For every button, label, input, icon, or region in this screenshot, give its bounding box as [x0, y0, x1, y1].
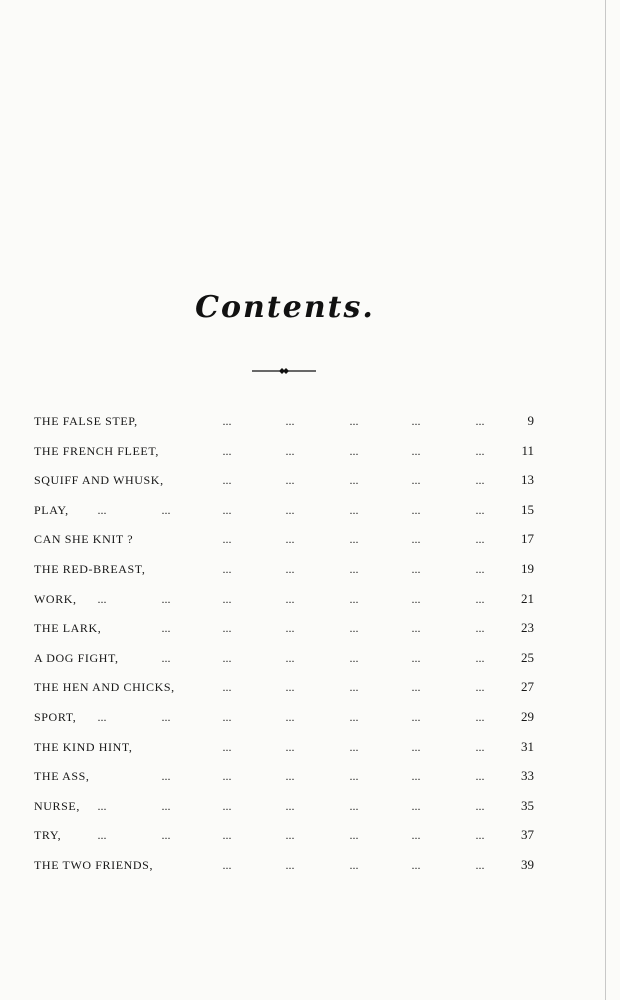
- leader-dots: ...: [97, 709, 107, 724]
- leader-dots: ...: [411, 561, 421, 576]
- leader-dots: ...: [475, 798, 485, 813]
- leader-dots: ...: [475, 502, 485, 517]
- leader-dots: ...: [349, 739, 359, 754]
- toc-entry-page-number: 27: [521, 679, 534, 695]
- leader-dots: ...: [285, 739, 295, 754]
- toc-entry-title: TRY,: [34, 828, 62, 843]
- leader-dots: ...: [475, 561, 485, 576]
- leader-dots: ...: [222, 414, 232, 428]
- leader-dots: ...: [411, 443, 421, 458]
- toc-entry-title: THE KIND HINT,: [34, 739, 133, 754]
- leader-dots: ...: [285, 502, 295, 517]
- leader-dots: ...: [161, 591, 171, 606]
- leader-dots: ...: [475, 473, 485, 488]
- leader-dots: ...: [349, 502, 359, 517]
- toc-entry-title: SQUIFF AND WHUSK,: [34, 473, 164, 488]
- leader-dots: ...: [411, 502, 421, 517]
- toc-entry: [34, 796, 544, 826]
- toc-entry-page-number: 37: [521, 827, 534, 843]
- leader-dots: ...: [285, 621, 295, 636]
- leader-dots: ...: [411, 798, 421, 813]
- leader-dots: ...: [222, 739, 232, 754]
- toc-entry-title: THE FALSE STEP,: [34, 414, 138, 428]
- toc-entry: [34, 529, 544, 559]
- leader-dots: ...: [349, 798, 359, 813]
- table-of-contents: [34, 411, 544, 885]
- toc-entry-page-number: 21: [521, 590, 534, 606]
- leader-dots: ...: [475, 532, 485, 547]
- leader-dots: ...: [222, 443, 232, 458]
- leader-dots: ...: [285, 473, 295, 488]
- leader-dots: ...: [411, 680, 421, 695]
- page-edge-line: [605, 0, 606, 1000]
- leader-dots: ...: [285, 532, 295, 547]
- leader-dots: ...: [411, 473, 421, 488]
- toc-entry-page-number: 25: [521, 649, 534, 665]
- leader-dots: ...: [475, 414, 485, 428]
- leader-dots: ...: [411, 532, 421, 547]
- leader-dots: ...: [97, 828, 107, 843]
- leader-dots: ...: [161, 621, 171, 636]
- leader-dots: ...: [411, 857, 421, 872]
- leader-dots: ...: [475, 769, 485, 784]
- leader-dots: ...: [161, 502, 171, 517]
- leader-dots: ...: [285, 769, 295, 784]
- leader-dots: ...: [222, 709, 232, 724]
- toc-entry-page-number: 31: [521, 738, 534, 754]
- leader-dots: ...: [349, 709, 359, 724]
- toc-entry-title: THE LARK,: [34, 621, 102, 636]
- leader-dots: ...: [161, 709, 171, 724]
- toc-entry: [34, 618, 544, 648]
- leader-dots: ...: [475, 591, 485, 606]
- ornament-rule-icon: [252, 365, 316, 377]
- leader-dots: ...: [161, 798, 171, 813]
- toc-entry-title: THE ASS,: [34, 769, 90, 784]
- leader-dots: ...: [349, 443, 359, 458]
- leader-dots: ...: [349, 591, 359, 606]
- leader-dots: ...: [285, 828, 295, 843]
- toc-entry-page-number: 29: [521, 708, 534, 724]
- toc-entry-title: THE RED-BREAST,: [34, 561, 146, 576]
- leader-dots: ...: [222, 650, 232, 665]
- toc-entry-title: CAN SHE KNIT ?: [34, 532, 134, 547]
- leader-dots: ...: [475, 739, 485, 754]
- leader-dots: ...: [97, 591, 107, 606]
- toc-entry: [34, 766, 544, 796]
- leader-dots: ...: [411, 621, 421, 636]
- leader-dots: ...: [475, 857, 485, 872]
- toc-entry-title: THE FRENCH FLEET,: [34, 443, 159, 458]
- leader-dots: ...: [222, 561, 232, 576]
- leader-dots: ...: [349, 621, 359, 636]
- toc-entry-title: SPORT,: [34, 709, 77, 724]
- toc-entry: [34, 589, 544, 619]
- leader-dots: ...: [475, 621, 485, 636]
- leader-dots: ...: [161, 650, 171, 665]
- toc-entry-title: THE HEN AND CHICKS,: [34, 680, 175, 695]
- leader-dots: ...: [411, 650, 421, 665]
- leader-dots: ...: [475, 443, 485, 458]
- leader-dots: ...: [222, 621, 232, 636]
- leader-dots: ...: [222, 502, 232, 517]
- toc-entry: [34, 855, 544, 885]
- toc-entry: [34, 825, 544, 855]
- leader-dots: ...: [285, 414, 295, 428]
- leader-dots: ...: [222, 828, 232, 843]
- leader-dots: ...: [222, 473, 232, 488]
- leader-dots: ...: [222, 798, 232, 813]
- toc-entry-title: PLAY,: [34, 502, 69, 517]
- toc-entry-page-number: 9: [527, 413, 534, 428]
- leader-dots: ...: [411, 769, 421, 784]
- toc-entry: [34, 677, 544, 707]
- leader-dots: ...: [285, 798, 295, 813]
- leader-dots: ...: [349, 650, 359, 665]
- toc-entry: [34, 648, 544, 678]
- leader-dots: ...: [475, 680, 485, 695]
- toc-entry-page-number: 17: [521, 531, 534, 547]
- leader-dots: ...: [411, 709, 421, 724]
- toc-entry-title: NURSE,: [34, 798, 80, 813]
- leader-dots: ...: [222, 591, 232, 606]
- toc-entry-page-number: 35: [521, 797, 534, 813]
- toc-entry-title: THE TWO FRIENDS,: [34, 857, 154, 872]
- leader-dots: ...: [411, 591, 421, 606]
- toc-entry: [34, 737, 544, 767]
- leader-dots: ...: [97, 502, 107, 517]
- leader-dots: ...: [349, 857, 359, 872]
- leader-dots: ...: [161, 828, 171, 843]
- toc-entry-title: A DOG FIGHT,: [34, 650, 119, 665]
- toc-entry: [34, 470, 544, 500]
- toc-entry-page-number: 23: [521, 620, 534, 636]
- toc-entry: [34, 441, 544, 471]
- leader-dots: ...: [285, 709, 295, 724]
- toc-entry-title: WORK,: [34, 591, 77, 606]
- leader-dots: ...: [222, 857, 232, 872]
- leader-dots: ...: [349, 561, 359, 576]
- leader-dots: ...: [475, 650, 485, 665]
- leader-dots: ...: [285, 857, 295, 872]
- leader-dots: ...: [411, 739, 421, 754]
- leader-dots: ...: [349, 828, 359, 843]
- leader-dots: ...: [285, 680, 295, 695]
- leader-dots: ...: [349, 473, 359, 488]
- contents-heading: Contents.: [195, 290, 375, 325]
- leader-dots: ...: [349, 414, 359, 428]
- leader-dots: ...: [285, 650, 295, 665]
- toc-entry-page-number: 33: [521, 768, 534, 784]
- leader-dots: ...: [349, 680, 359, 695]
- leader-dots: ...: [222, 532, 232, 547]
- leader-dots: ...: [411, 828, 421, 843]
- leader-dots: ...: [475, 828, 485, 843]
- toc-entry: [34, 707, 544, 737]
- leader-dots: ...: [222, 769, 232, 784]
- toc-entry: [34, 411, 544, 441]
- toc-entry-page-number: 19: [521, 560, 534, 576]
- leader-dots: ...: [475, 709, 485, 724]
- leader-dots: ...: [285, 591, 295, 606]
- leader-dots: ...: [161, 769, 171, 784]
- leader-dots: ...: [411, 414, 421, 428]
- toc-entry-page-number: 11: [521, 442, 534, 458]
- leader-dots: ...: [97, 798, 107, 813]
- leader-dots: ...: [222, 680, 232, 695]
- leader-dots: ...: [285, 443, 295, 458]
- leader-dots: ...: [349, 769, 359, 784]
- toc-entry: [34, 559, 544, 589]
- leader-dots: ...: [349, 532, 359, 547]
- leader-dots: ...: [285, 561, 295, 576]
- toc-entry-page-number: 39: [521, 856, 534, 872]
- toc-entry-page-number: 15: [521, 501, 534, 517]
- toc-entry-page-number: 13: [521, 472, 534, 488]
- toc-entry: [34, 500, 544, 530]
